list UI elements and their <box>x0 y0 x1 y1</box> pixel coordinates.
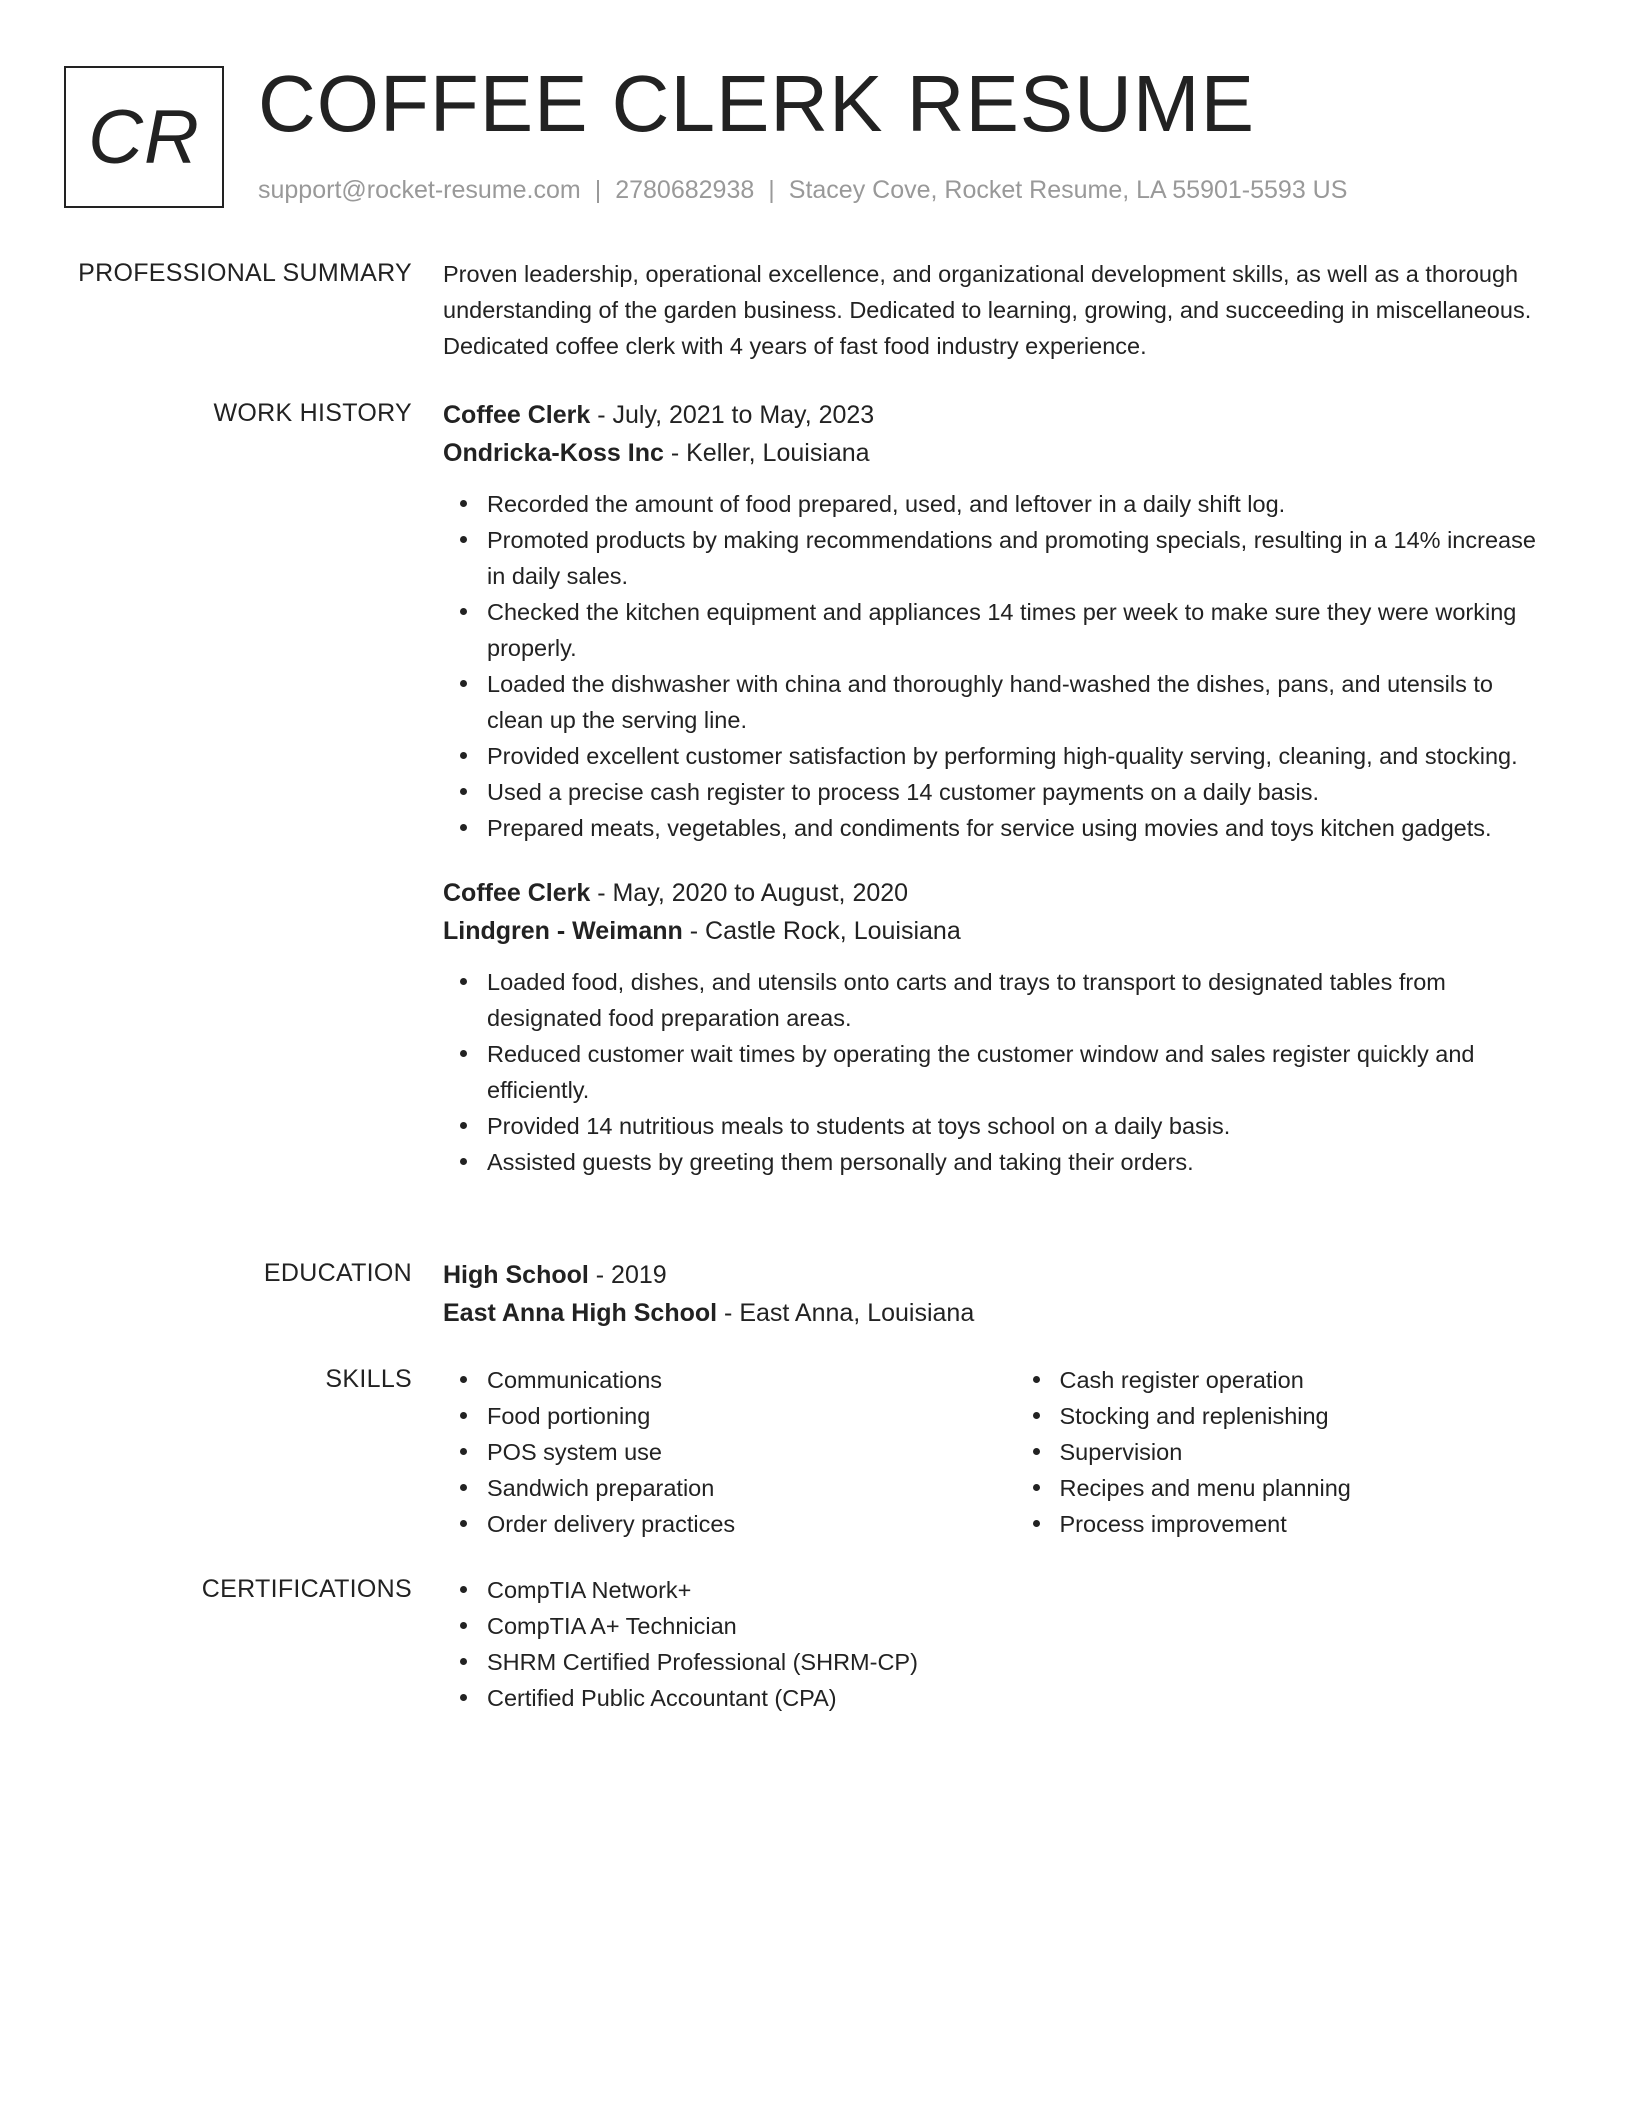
job-company: Ondricka-Koss Inc <box>443 439 664 467</box>
contact-separator: | <box>594 176 602 204</box>
list-item: Loaded the dishwasher with china and thoroughly hand-washed the dishes, pans, and utensils to clean up the serving line. <box>487 666 1543 738</box>
list-item: Sandwich preparation <box>487 1470 971 1506</box>
list-item: Cash register operation <box>1060 1362 1544 1398</box>
list-item: CompTIA A+ Technician <box>487 1608 1543 1644</box>
section-body <box>443 256 1543 364</box>
education-degree-line <box>443 1256 1543 1294</box>
list-item: Checked the kitchen equipment and appliances 14 times per week to make sure they were working properly. <box>487 594 1543 666</box>
section-label: WORK HISTORY <box>213 399 412 427</box>
job-entry <box>443 396 1543 846</box>
section-label: EDUCATION <box>263 1259 412 1287</box>
section-label: PROFESSIONAL SUMMARY <box>78 259 412 287</box>
list-item: CompTIA Network+ <box>487 1572 1543 1608</box>
education-location: - East Anna, Louisiana <box>717 1299 975 1327</box>
contact-email[interactable]: support@rocket-resume.com <box>258 176 581 204</box>
summary-text: Proven leadership, operational excellence, and organizational development skills, as well as a thorough understanding of the garden business. Dedicated to learning, growing, and succeeding in miscellaneous. Dedicated coffee clerk with 4 years of fast food industry experience. <box>443 261 1532 359</box>
list-item: Prepared meats, vegetables, and condiments for service using movies and toys kitchen gadgets. <box>487 810 1543 846</box>
list-item: Recorded the amount of food prepared, used, and leftover in a daily shift log. <box>487 486 1543 522</box>
skills-list-right <box>1016 1362 1544 1542</box>
contact-address: Stacey Cove, Rocket Resume, LA 55901-5593 US <box>788 176 1348 204</box>
list-item: Provided excellent customer satisfaction by performing high-quality serving, cleaning, and stocking. <box>487 738 1543 774</box>
list-item: Supervision <box>1060 1434 1544 1470</box>
list-item: Order delivery practices <box>487 1506 971 1542</box>
contact-separator: | <box>768 176 775 204</box>
section-body <box>443 1572 1543 1716</box>
contact-phone[interactable]: 2780682938 <box>615 176 755 204</box>
list-item: Used a precise cash register to process 14 customer payments on a daily basis. <box>487 774 1543 810</box>
job-title-line <box>443 874 1543 912</box>
job-dates: - May, 2020 to August, 2020 <box>590 879 909 907</box>
job-company: Lindgren - Weimann <box>443 917 683 945</box>
list-item: Loaded food, dishes, and utensils onto carts and trays to transport to designated tables from designated food preparation areas. <box>487 964 1543 1036</box>
job-bullets <box>443 486 1543 846</box>
list-item: Stocking and replenishing <box>1060 1398 1544 1434</box>
list-item: Reduced customer wait times by operating the customer window and sales register quickly and efficiently. <box>487 1036 1543 1108</box>
job-company-line <box>443 912 1543 950</box>
education-year: - 2019 <box>588 1261 667 1289</box>
contact-line <box>258 174 1347 206</box>
job-location: - Keller, Louisiana <box>663 439 870 467</box>
education-school: East Anna High School <box>443 1299 718 1327</box>
section-label: CERTIFICATIONS <box>201 1575 412 1603</box>
section-body <box>443 396 1543 1180</box>
education-school-line <box>443 1294 1543 1332</box>
job-dates: - July, 2021 to May, 2023 <box>590 401 875 429</box>
job-title: Coffee Clerk <box>443 879 591 907</box>
job-location: - Castle Rock, Louisiana <box>682 917 961 945</box>
job-entry <box>443 874 1543 1180</box>
list-item: Communications <box>487 1362 971 1398</box>
education-degree: High School <box>443 1261 589 1289</box>
job-title-line <box>443 396 1543 434</box>
section-body <box>443 1256 1543 1332</box>
list-item: POS system use <box>487 1434 971 1470</box>
skills-list-left <box>443 1362 971 1542</box>
list-item: Promoted products by making recommendations and promoting specials, resulting in a 14% increase in daily sales. <box>487 522 1543 594</box>
section-body <box>443 1362 1543 1542</box>
list-item: Food portioning <box>487 1398 971 1434</box>
list-item: Certified Public Accountant (CPA) <box>487 1680 1543 1716</box>
list-item: Process improvement <box>1060 1506 1544 1542</box>
skills-grid <box>443 1362 1543 1542</box>
certifications-list <box>443 1572 1543 1716</box>
job-company-line <box>443 434 1543 472</box>
resume-title: COFFEE CLERK RESUME <box>258 59 1255 148</box>
monogram-badge: CR <box>64 66 224 208</box>
job-title: Coffee Clerk <box>443 401 591 429</box>
list-item: Recipes and menu planning <box>1060 1470 1544 1506</box>
section-label: SKILLS <box>325 1365 412 1393</box>
list-item: Provided 14 nutritious meals to students at toys school on a daily basis. <box>487 1108 1543 1144</box>
list-item: SHRM Certified Professional (SHRM-CP) <box>487 1644 1543 1680</box>
job-bullets <box>443 964 1543 1180</box>
list-item: Assisted guests by greeting them personally and taking their orders. <box>487 1144 1543 1180</box>
